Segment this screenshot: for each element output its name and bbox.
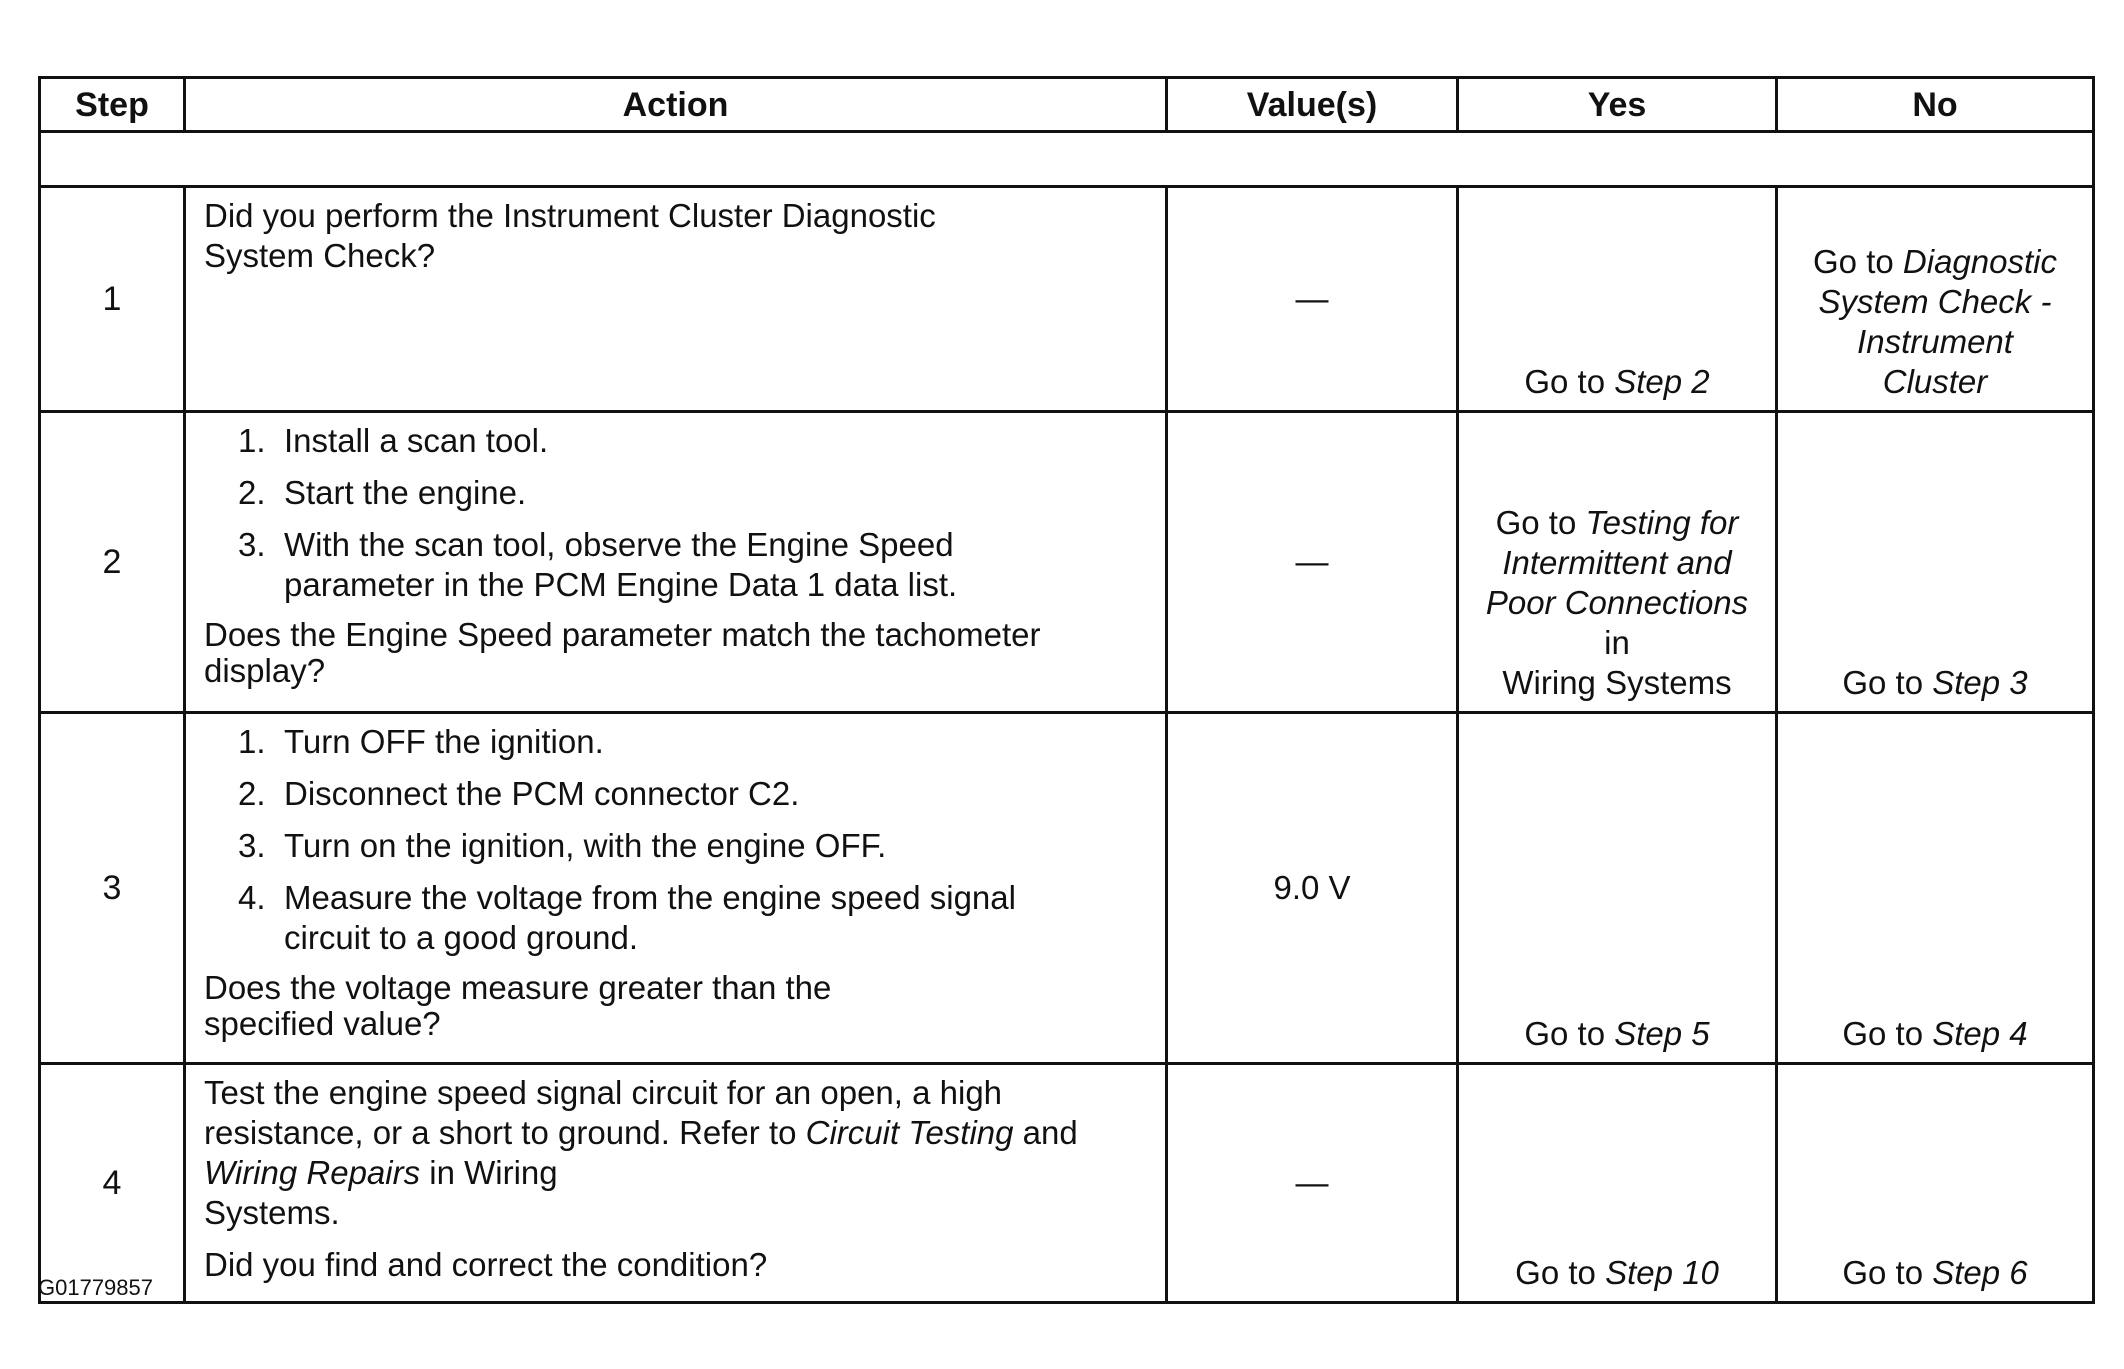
list-item: 1. Install a scan tool. [238,422,549,459]
action-cell [185,713,1167,1064]
spacer-row [40,132,2094,187]
action-text: Test the engine speed signal circuit for an open, a high resistance, or a short to ground. Refer to Circuit Testing and Wiring Repairs in Wiring Systems. [204,1074,1078,1231]
no-prefix: Go to [1842,664,1933,701]
no-cell [1777,187,2094,412]
list-item: 2. Start the engine. [238,474,527,511]
action-question: Does the Engine Speed parameter match the tachometer display? [204,616,1041,689]
step-number: 2 [40,412,185,713]
list-item: 4. Measure the voltage from the engine speed signal circuit to a good ground. [238,879,1016,956]
value-cell: — [1167,187,1458,412]
no-cell [1777,1064,2094,1303]
step-number: 3 [40,713,185,1064]
step-number: 4 [40,1064,185,1303]
yes-cell [1458,1064,1777,1303]
value-cell: 9.0 V [1167,713,1458,1064]
yes-prefix: Go to [1524,1015,1615,1052]
yes-cell [1458,713,1777,1064]
table-row [40,713,2094,1064]
table-row [40,1064,2094,1303]
yes-prefix: Go to [1524,363,1615,400]
no-prefix: Go to [1842,1015,1933,1052]
no-reference-link[interactable]: Diagnostic [1902,243,2057,280]
yes-reference-link[interactable]: Testing for [1585,504,1739,541]
header-action: Action [185,78,1167,132]
circuit-testing-link[interactable]: Circuit Testing [805,1114,1014,1151]
yes-prefix: Go to [1495,504,1586,541]
no-reference-link-line-4[interactable]: Cluster [1882,363,1988,400]
yes-cell [1458,412,1777,713]
list-item: 2. Disconnect the PCM connector C2. [238,775,800,812]
header-yes: Yes [1458,78,1777,132]
header-step: Step [40,78,185,132]
table-row [40,412,2094,713]
no-reference-link[interactable]: Step 6 [1932,1254,2028,1291]
diagnostic-table [38,76,2095,1304]
header-row [40,78,2094,132]
no-prefix: Go to [1813,243,1903,280]
yes-reference-link-line-2[interactable]: Intermittent and [1502,544,1732,581]
yes-reference-link[interactable]: Step 10 [1605,1254,1719,1291]
spacer-cell [40,132,2094,187]
yes-reference-link-line-3[interactable]: Poor Connections [1485,584,1749,621]
action-steps-list [204,421,1147,605]
header-values: Value(s) [1167,78,1458,132]
wiring-repairs-link[interactable]: Wiring Repairs [204,1154,421,1191]
action-cell [185,187,1167,412]
yes-cell [1458,187,1777,412]
yes-reference-link[interactable]: Step 5 [1614,1015,1710,1052]
action-cell [185,412,1167,713]
no-cell [1777,713,2094,1064]
list-item: 3. With the scan tool, observe the Engine Speed parameter in the PCM Engine Data 1 data list. [238,526,958,603]
no-cell [1777,412,2094,713]
no-reference-link-line-3[interactable]: Instrument [1857,323,2013,360]
value-cell: — [1167,412,1458,713]
header-no: No [1777,78,2094,132]
list-item: 3. Turn on the ignition, with the engine OFF. [238,827,887,864]
action-steps-list [204,722,1147,958]
action-cell [185,1064,1167,1303]
value-cell: — [1167,1064,1458,1303]
figure-id: G01779857 [38,1275,153,1300]
yes-reference-link[interactable]: Step 2 [1614,363,1710,400]
no-reference-link[interactable]: Step 3 [1932,664,2028,701]
no-reference-link[interactable]: Step 4 [1932,1015,2028,1052]
list-item: 1. Turn OFF the ignition. [238,723,604,760]
table-row [40,187,2094,412]
yes-suffix: in [1604,624,1630,661]
action-question: Does the voltage measure greater than the specified value? [204,969,832,1042]
action-question: Did you find and correct the condition? [204,1246,768,1283]
no-prefix: Go to [1842,1254,1933,1291]
action-text: Did you perform the Instrument Cluster Diagnostic System Check? [204,197,936,274]
no-reference-link-line-2[interactable]: System Check - [1818,283,2052,320]
step-number: 1 [40,187,185,412]
yes-prefix: Go to [1515,1254,1606,1291]
yes-suffix-line-2: Wiring Systems [1502,664,1732,701]
